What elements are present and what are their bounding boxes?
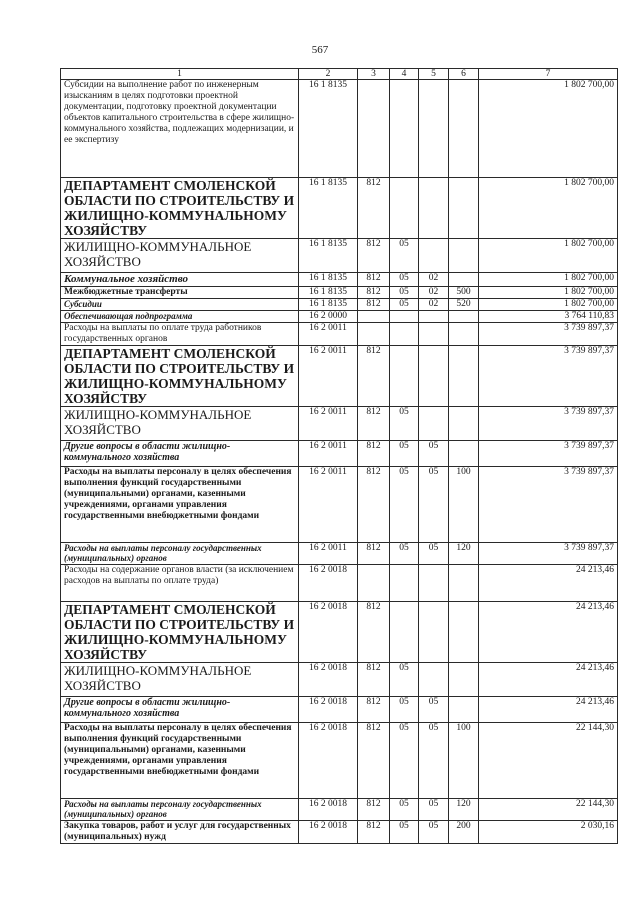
cell-csr: 16 1 8135	[299, 299, 358, 311]
header-cell-sum: 7	[479, 69, 618, 80]
cell-pr	[419, 311, 449, 323]
cell-sum: 3 739 897,37	[479, 323, 618, 346]
table-row	[61, 821, 618, 844]
table-row	[61, 467, 618, 543]
cell-name: Расходы на выплаты персоналу государственных (муниципальных) органов	[61, 799, 299, 821]
cell-pr: 05	[419, 543, 449, 565]
cell-grbs: 812	[358, 723, 390, 799]
cell-rz	[390, 565, 419, 602]
cell-pr: 05	[419, 723, 449, 799]
cell-sum: 24 213,46	[479, 602, 618, 663]
cell-sum: 1 802 700,00	[479, 299, 618, 311]
cell-grbs: 812	[358, 602, 390, 663]
cell-csr: 16 2 0018	[299, 799, 358, 821]
table-row	[61, 663, 618, 697]
table-row	[61, 441, 618, 467]
cell-name: Другие вопросы в области жилищно-коммунального хозяйства	[61, 441, 299, 467]
cell-pr	[419, 178, 449, 239]
cell-vr	[449, 346, 479, 407]
cell-csr: 16 2 0018	[299, 602, 358, 663]
cell-name: Субсидии на выполнение работ по инженерным изысканиям в целях подготовки проектной документации, подготовку проектной документации объектов капитального строительства в сфере жилищно-коммунального хозяйства, подлежащих модернизации, и ее экспертизу	[61, 80, 299, 178]
cell-name: Расходы на выплаты персоналу в целях обеспечения выполнения функций государственными (муниципальными) органами, казенными учреждениями, органами управления государственными внебюджетными фондами	[61, 467, 299, 543]
cell-grbs	[358, 323, 390, 346]
cell-vr: 100	[449, 467, 479, 543]
table-row	[61, 697, 618, 723]
cell-name: Обеспечивающая подпрограмма	[61, 311, 299, 323]
cell-csr: 16 1 8135	[299, 273, 358, 287]
cell-sum: 3 739 897,37	[479, 346, 618, 407]
cell-grbs: 812	[358, 299, 390, 311]
cell-grbs: 812	[358, 287, 390, 299]
table-row	[61, 178, 618, 239]
cell-sum: 3 739 897,37	[479, 467, 618, 543]
cell-csr: 16 1 8135	[299, 178, 358, 239]
cell-csr: 16 2 0011	[299, 407, 358, 441]
cell-name: Коммунальное хозяйство	[61, 273, 299, 287]
header-cell-csr: 2	[299, 69, 358, 80]
cell-vr: 120	[449, 799, 479, 821]
cell-vr	[449, 323, 479, 346]
cell-vr	[449, 239, 479, 273]
cell-vr	[449, 311, 479, 323]
cell-name: Субсидии	[61, 299, 299, 311]
cell-rz	[390, 80, 419, 178]
cell-grbs: 812	[358, 407, 390, 441]
cell-vr: 120	[449, 543, 479, 565]
cell-csr: 16 2 0011	[299, 467, 358, 543]
cell-sum: 1 802 700,00	[479, 273, 618, 287]
cell-pr	[419, 407, 449, 441]
cell-csr: 16 2 0018	[299, 663, 358, 697]
table-row	[61, 565, 618, 602]
cell-rz: 05	[390, 273, 419, 287]
cell-name: Расходы на содержание органов власти (за исключением расходов на выплаты по оплате труда)	[61, 565, 299, 602]
cell-rz: 05	[390, 287, 419, 299]
cell-grbs: 812	[358, 178, 390, 239]
table-row	[61, 239, 618, 273]
cell-rz: 05	[390, 543, 419, 565]
cell-rz: 05	[390, 697, 419, 723]
cell-grbs: 812	[358, 799, 390, 821]
cell-sum: 24 213,46	[479, 697, 618, 723]
cell-sum: 3 739 897,37	[479, 407, 618, 441]
cell-rz	[390, 311, 419, 323]
header-cell-grbs: 3	[358, 69, 390, 80]
cell-vr	[449, 178, 479, 239]
cell-pr: 05	[419, 697, 449, 723]
cell-sum: 1 802 700,00	[479, 178, 618, 239]
cell-rz: 05	[390, 821, 419, 844]
cell-grbs: 812	[358, 346, 390, 407]
cell-name: ДЕПАРТАМЕНТ СМОЛЕНСКОЙ ОБЛАСТИ ПО СТРОИТЕЛЬСТВУ И ЖИЛИЩНО-КОММУНАЛЬНОМУ ХОЗЯЙСТВУ	[61, 346, 299, 407]
cell-rz: 05	[390, 407, 419, 441]
cell-rz	[390, 323, 419, 346]
cell-pr	[419, 346, 449, 407]
table-row	[61, 287, 618, 299]
cell-pr	[419, 602, 449, 663]
table-row	[61, 311, 618, 323]
cell-rz: 05	[390, 299, 419, 311]
cell-vr: 100	[449, 723, 479, 799]
cell-pr	[419, 323, 449, 346]
cell-grbs: 812	[358, 697, 390, 723]
page-number: 567	[311, 44, 329, 56]
cell-csr: 16 2 0011	[299, 543, 358, 565]
header-row	[61, 69, 618, 80]
table-body	[61, 80, 618, 844]
cell-sum: 1 802 700,00	[479, 80, 618, 178]
cell-sum: 3 739 897,37	[479, 543, 618, 565]
cell-rz	[390, 178, 419, 239]
cell-rz: 05	[390, 467, 419, 543]
cell-name: ЖИЛИЩНО-КОММУНАЛЬНОЕ ХОЗЯЙСТВО	[61, 407, 299, 441]
cell-sum: 22 144,30	[479, 799, 618, 821]
cell-sum: 3 739 897,37	[479, 441, 618, 467]
header-cell-name: 1	[61, 69, 299, 80]
cell-pr: 05	[419, 799, 449, 821]
cell-name: Другие вопросы в области жилищно-коммунального хозяйства	[61, 697, 299, 723]
cell-pr	[419, 80, 449, 178]
cell-name: ЖИЛИЩНО-КОММУНАЛЬНОЕ ХОЗЯЙСТВО	[61, 663, 299, 697]
table-row	[61, 299, 618, 311]
cell-grbs: 812	[358, 821, 390, 844]
cell-grbs: 812	[358, 663, 390, 697]
cell-rz	[390, 602, 419, 663]
cell-name: ЖИЛИЩНО-КОММУНАЛЬНОЕ ХОЗЯЙСТВО	[61, 239, 299, 273]
cell-csr: 16 1 8135	[299, 287, 358, 299]
cell-vr	[449, 407, 479, 441]
table-row	[61, 407, 618, 441]
cell-pr: 05	[419, 821, 449, 844]
table-row	[61, 80, 618, 178]
cell-sum: 3 764 110,83	[479, 311, 618, 323]
cell-grbs	[358, 80, 390, 178]
table-row	[61, 543, 618, 565]
cell-pr	[419, 239, 449, 273]
cell-vr: 200	[449, 821, 479, 844]
cell-vr	[449, 697, 479, 723]
cell-sum: 2 030,16	[479, 821, 618, 844]
header-cell-rz: 4	[390, 69, 419, 80]
cell-sum: 24 213,46	[479, 565, 618, 602]
table-row	[61, 323, 618, 346]
cell-grbs	[358, 565, 390, 602]
cell-csr: 16 2 0000	[299, 311, 358, 323]
cell-vr	[449, 441, 479, 467]
cell-rz: 05	[390, 239, 419, 273]
cell-sum: 22 144,30	[479, 723, 618, 799]
cell-vr	[449, 663, 479, 697]
cell-csr: 16 2 0018	[299, 821, 358, 844]
table-row	[61, 602, 618, 663]
cell-csr: 16 2 0018	[299, 723, 358, 799]
budget-table	[60, 68, 618, 844]
cell-grbs: 812	[358, 441, 390, 467]
cell-vr	[449, 80, 479, 178]
cell-name: ДЕПАРТАМЕНТ СМОЛЕНСКОЙ ОБЛАСТИ ПО СТРОИТЕЛЬСТВУ И ЖИЛИЩНО-КОММУНАЛЬНОМУ ХОЗЯЙСТВУ	[61, 602, 299, 663]
cell-csr: 16 2 0011	[299, 346, 358, 407]
cell-vr	[449, 565, 479, 602]
cell-rz: 05	[390, 663, 419, 697]
cell-name: Закупка товаров, работ и услуг для государственных (муниципальных) нужд	[61, 821, 299, 844]
cell-csr: 16 1 8135	[299, 239, 358, 273]
cell-sum: 1 802 700,00	[479, 287, 618, 299]
cell-csr: 16 2 0011	[299, 441, 358, 467]
cell-pr	[419, 663, 449, 697]
cell-pr: 02	[419, 287, 449, 299]
table-row	[61, 346, 618, 407]
cell-rz	[390, 346, 419, 407]
cell-pr	[419, 565, 449, 602]
cell-rz: 05	[390, 799, 419, 821]
cell-grbs: 812	[358, 239, 390, 273]
cell-name: Расходы на выплаты персоналу государственных (муниципальных) органов	[61, 543, 299, 565]
cell-csr: 16 1 8135	[299, 80, 358, 178]
cell-vr	[449, 602, 479, 663]
table-row	[61, 723, 618, 799]
cell-vr: 500	[449, 287, 479, 299]
cell-name: Межбюджетные трансферты	[61, 287, 299, 299]
cell-vr: 520	[449, 299, 479, 311]
cell-name: Расходы на выплаты персоналу в целях обеспечения выполнения функций государственными (муниципальными) органами, казенными учреждениями, органами управления государственными внебюджетными фондами	[61, 723, 299, 799]
header-cell-pr: 5	[419, 69, 449, 80]
cell-rz: 05	[390, 723, 419, 799]
cell-grbs: 812	[358, 543, 390, 565]
cell-pr: 02	[419, 273, 449, 287]
table-row	[61, 799, 618, 821]
cell-pr: 02	[419, 299, 449, 311]
cell-grbs	[358, 311, 390, 323]
cell-vr	[449, 273, 479, 287]
cell-grbs: 812	[358, 273, 390, 287]
cell-sum: 1 802 700,00	[479, 239, 618, 273]
cell-sum: 24 213,46	[479, 663, 618, 697]
cell-name: ДЕПАРТАМЕНТ СМОЛЕНСКОЙ ОБЛАСТИ ПО СТРОИТЕЛЬСТВУ И ЖИЛИЩНО-КОММУНАЛЬНОМУ ХОЗЯЙСТВУ	[61, 178, 299, 239]
cell-rz: 05	[390, 441, 419, 467]
header-cell-vr: 6	[449, 69, 479, 80]
cell-csr: 16 2 0018	[299, 565, 358, 602]
cell-grbs: 812	[358, 467, 390, 543]
cell-pr: 05	[419, 467, 449, 543]
cell-pr: 05	[419, 441, 449, 467]
cell-name: Расходы на выплаты по оплате труда работников государственных органов	[61, 323, 299, 346]
cell-csr: 16 2 0018	[299, 697, 358, 723]
cell-csr: 16 2 0011	[299, 323, 358, 346]
table-row	[61, 273, 618, 287]
